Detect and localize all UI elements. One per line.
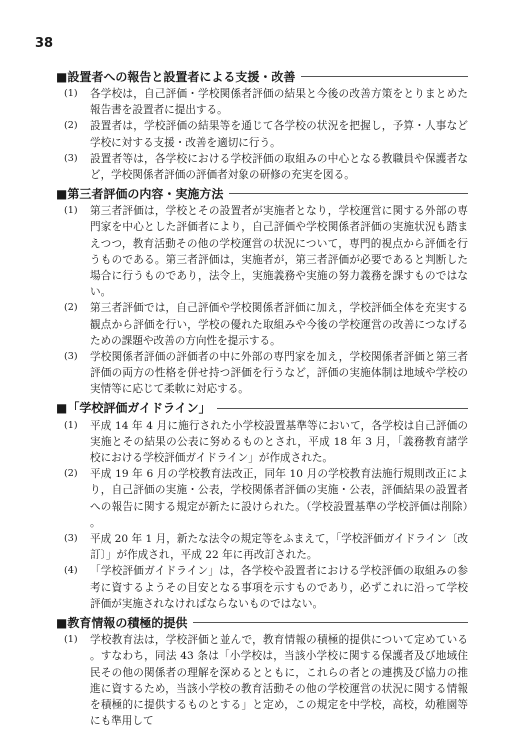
- list-item: [54, 118, 468, 150]
- item-number: (1): [64, 419, 78, 431]
- item-text: 平成 19 年 6 月の学校教育法改正，同年 10 月の学校教育法施行規則改正により，自己評価の実施・公表，学校関係者評価の実施・公表，評価結果の設置者への報告に関する規定が新たに設けられた。（学校設置基準の学校評価は削除）。: [90, 468, 468, 529]
- list-item: [54, 418, 468, 467]
- heading-rule: [193, 622, 468, 623]
- section-reporting-to-founder: [54, 66, 468, 183]
- list-item: [54, 349, 468, 398]
- item-number: (3): [64, 351, 78, 363]
- item-number: (2): [64, 468, 78, 480]
- item-text: 学校教育法は，学校評価と並んで，教育情報の積極的提供について定めている。すなわち，同法 43 条は「小学校は，当該小学校に関する保護者及び地域住民その他の関係者の理解を深めるとともに，これらの者との連携及び協力の推進に資するため，当該小学校の教育活動その他の学校運営の状況に関する情報を積極的に提供するものとする」と定め，この規定を中学校，高校，幼稚園等にも準用して: [90, 634, 468, 728]
- list-item: [54, 632, 468, 729]
- list-item: [54, 531, 468, 563]
- item-number: (2): [64, 302, 78, 314]
- item-text: 「学校評価ガイドライン」は，各学校や設置者における学校評価の取組みの参考に資するようその目安となる事項を示すものであり，必ずこれに沿って学校評価が実施されなければならないものではない。: [90, 565, 468, 610]
- section-information-provision: [54, 612, 468, 729]
- section-heading: [56, 398, 468, 418]
- item-number: (3): [64, 152, 78, 164]
- heading-rule: [217, 408, 468, 409]
- list-item: [54, 151, 468, 183]
- section-title: ■第三者評価の内容・実施方法: [56, 186, 224, 201]
- item-number: (1): [64, 205, 78, 217]
- page-body: [54, 66, 468, 729]
- item-number: (2): [64, 120, 78, 132]
- item-text: 平成 20 年 1 月，新たな法令の規定等をふまえて，「学校評価ガイドライン〔改訂〕」が作成され，平成 22 年に再改訂された。: [90, 533, 468, 562]
- heading-rule: [229, 193, 468, 194]
- heading-rule: [301, 76, 468, 77]
- section-title: ■設置者への報告と設置者による支援・改善: [56, 69, 296, 84]
- item-text: 各学校は，自己評価・学校関係者評価の結果と今後の改善方策をとりまとめた報告書を設置者に提出する。: [90, 88, 468, 117]
- section-heading: [56, 183, 468, 203]
- section-evaluation-guideline: [54, 398, 468, 612]
- section-title: ■「学校評価ガイドライン」: [56, 401, 211, 416]
- item-number: (1): [64, 88, 78, 99]
- list-item: [54, 86, 468, 118]
- item-number: (3): [64, 533, 78, 545]
- section-third-party-evaluation: [54, 183, 468, 397]
- list-item: [54, 300, 468, 349]
- item-text: 設置者は，学校評価の結果等を通じて各学校の状況を把握し，予算・人事など学校に対する支援・改善を適切に行う。: [90, 120, 468, 149]
- item-text: 学校関係者評価の評価者の中に外部の専門家を加え，学校関係者評価と第三者評価の両方の性格を併せ持つ評価を行うなど，評価の実施体制は地域や学校の実情等に応じて柔軟に対応する。: [90, 351, 468, 396]
- section-heading: [56, 66, 468, 86]
- list-item: [54, 563, 468, 612]
- item-text: 設置者等は，各学校における学校評価の取組みの中心となる教職員や保護者など，学校関係者評価の評価者対象の研修の充実を図る。: [90, 152, 468, 182]
- item-number: (1): [64, 634, 78, 646]
- item-text: 第三者評価は，学校とその設置者が実施者となり，学校運営に関する外部の専門家を中心とした評価者により，自己評価や学校関係者評価の実施状況も踏まえつつ，教育活動その他の学校運営の状況について，専門的視点から評価を行うものである。第三者評価は，実施者が，第三者評価が必要であると判断した場合に行うものであり，法令上，実施義務や実施の努力義務を課すものではない。: [90, 205, 468, 299]
- page-number: 38: [35, 36, 54, 51]
- item-text: 平成 14 年 4 月に施行された小学校設置基準等において，各学校は自己評価の実施とその結果の公表に努めるものとされ，平成 18 年 3 月，「義務教育諸学校における学校評価ガイドライン」が作成された。: [90, 419, 468, 465]
- list-item: [54, 203, 468, 300]
- section-title: ■教育情報の積極的提供: [56, 615, 188, 630]
- item-number: (4): [64, 565, 78, 577]
- section-heading: [56, 612, 468, 632]
- item-text: 第三者評価では，自己評価や学校関係者評価に加え，学校評価全体を充実する観点から評価を行い，学校の優れた取組みや今後の学校運営の改善につなげるための課題や改善の方向性を提示する。: [90, 302, 468, 347]
- list-item: [54, 466, 468, 531]
